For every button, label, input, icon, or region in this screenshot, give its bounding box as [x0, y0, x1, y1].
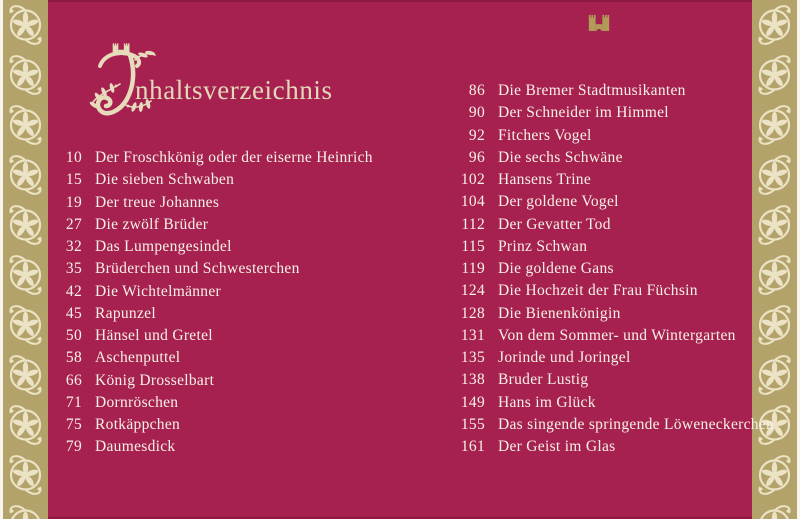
toc-column-left [56, 147, 373, 459]
toc-entry-title: Die zwölf Brüder [95, 215, 209, 233]
toc-entry [445, 214, 774, 236]
toc-page-number: 50 [65, 327, 82, 344]
toc-entry-title: Die Hochzeit der Frau Füchsin [498, 282, 698, 300]
toc-entry-title: Das Lumpengesindel [95, 238, 232, 255]
toc-entry-title: Aschenputtel [95, 349, 181, 367]
toc-entry [445, 303, 774, 325]
toc-entry [445, 369, 774, 391]
toc-page-number: 96 [468, 148, 485, 166]
toc-entry [56, 436, 373, 458]
toc-page-number: 155 [460, 415, 485, 433]
page-title [88, 42, 348, 124]
toc-page-number: 19 [65, 193, 82, 211]
toc-page-number: 71 [65, 393, 82, 411]
toc-entry-title: Rapunzel [95, 304, 156, 322]
toc-entry [56, 325, 373, 347]
toc-page-number: 112 [461, 215, 485, 233]
toc-entry [445, 125, 774, 147]
toc-entry [56, 214, 373, 236]
toc-page-number: 149 [460, 393, 485, 411]
toc-entry-title: Der treue Johannes [95, 193, 220, 211]
toc-column-right [445, 80, 774, 458]
toc-entry [56, 236, 373, 258]
toc-page-number: 58 [65, 349, 82, 367]
toc-entry [445, 280, 774, 302]
castle-icon [588, 13, 610, 32]
toc-entry-title: Die sechs Schwäne [498, 148, 623, 166]
toc-entry [445, 80, 774, 102]
toc-entry-title: Der goldene Vogel [498, 193, 619, 211]
toc-page-number: 138 [460, 371, 485, 389]
toc-entry-title: Jorinde und Joringel [498, 349, 631, 366]
toc-entry-title: Daumesdick [95, 438, 176, 456]
toc-entry [445, 325, 774, 347]
toc-entry [56, 192, 373, 214]
toc-entry-title: Die sieben Schwaben [95, 171, 235, 189]
toc-entry-title: Dornröschen [95, 393, 179, 411]
toc-entry-title: Fitchers Vogel [498, 126, 592, 144]
toc-page-number: 66 [65, 371, 82, 389]
page-title-text: nhaltsverzeichnis [135, 75, 333, 105]
toc-entry [445, 102, 774, 124]
toc-page-number: 86 [468, 82, 485, 99]
toc-page-number: 75 [65, 416, 82, 433]
toc-entry [445, 191, 774, 213]
toc-page-number: 45 [65, 304, 82, 322]
toc-page-number: 90 [468, 104, 485, 122]
toc-page-number: 115 [461, 237, 485, 255]
toc-entry-title: Rotkäppchen [95, 416, 181, 433]
toc-entry-title: Von dem Sommer- und Wintergarten [498, 326, 736, 344]
toc-page-number: 79 [65, 438, 82, 456]
toc-page-number: 10 [65, 149, 82, 166]
toc-page-number: 42 [65, 282, 82, 300]
toc-entry-title: Der Schneider im Himmel [498, 104, 669, 122]
toc-page-number: 27 [65, 215, 82, 233]
toc-entry [56, 147, 373, 169]
toc-page-number: 131 [460, 326, 485, 344]
toc-entry [56, 281, 373, 303]
toc-entry [56, 258, 373, 280]
toc-entry-title: Prinz Schwan [498, 237, 588, 255]
toc-entry [56, 347, 373, 369]
toc-entry-title: Der Froschkönig oder der eiserne Heinrich [95, 149, 373, 166]
toc-entry-title: Hans im Glück [498, 393, 596, 411]
toc-page-number: 92 [468, 126, 485, 144]
toc-page-number: 104 [460, 193, 485, 211]
toc-page-number: 128 [460, 304, 485, 322]
toc-page-number: 161 [460, 438, 485, 455]
toc-entry [56, 392, 373, 414]
toc-entry [445, 392, 774, 414]
toc-entry-title: Der Geist im Glas [498, 438, 616, 455]
toc-entry-title: Der Gevatter Tod [498, 215, 611, 233]
toc-entry [445, 236, 774, 258]
toc-page-number: 32 [65, 238, 82, 255]
toc-entry [445, 414, 774, 436]
toc-page-number: 102 [460, 171, 485, 188]
toc-entry [56, 169, 373, 191]
toc-entry-title: Die Wichtelmänner [95, 282, 221, 300]
toc-entry [445, 258, 774, 280]
toc-page-number: 15 [65, 171, 82, 189]
page-top-edge [0, 0, 800, 2]
toc-entry [445, 169, 774, 191]
floral-border-left-icon [3, 0, 48, 519]
toc-entry-title: Hansens Trine [498, 171, 592, 188]
toc-entry-title: König Drosselbart [95, 371, 215, 389]
toc-entry [445, 436, 774, 458]
toc-entry-title: Die Bienenkönigin [498, 304, 621, 322]
toc-page-number: 119 [461, 260, 485, 277]
toc-page-number: 124 [460, 282, 485, 300]
toc-entry-title: Die goldene Gans [498, 260, 614, 277]
toc-entry-title: Hänsel und Gretel [95, 327, 213, 344]
toc-entry [56, 370, 373, 392]
toc-entry-title: Die Bremer Stadtmusikanten [498, 82, 686, 99]
toc-page-number: 35 [65, 260, 82, 278]
toc-entry-title: Das singende springende Löweneckerchen [498, 415, 775, 433]
toc-entry-title: Brüderchen und Schwesterchen [95, 260, 300, 278]
toc-page-number: 135 [460, 349, 485, 366]
toc-entry [445, 347, 774, 369]
toc-entry [56, 414, 373, 436]
toc-entry [445, 147, 774, 169]
toc-entry [56, 303, 373, 325]
toc-entry-title: Bruder Lustig [498, 371, 589, 389]
